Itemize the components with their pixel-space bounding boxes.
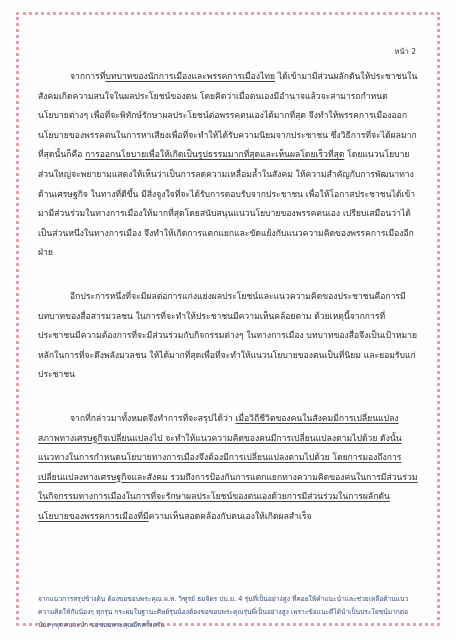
paragraph-2 bbox=[38, 288, 418, 386]
paragraph-2-text: อีกประการหนึ่งที่จะมีผลต่อการแก่งแย่งผลประโยชน์และแนวความคิดของประชาชนคือการมีบทบาทของสื่อสารมวลชน ในการที่จะทำให้ประชาชนมีความเห็นคล้อยตาม ด้วยเหตุนี้จากการที่ประชาชนมีความต้องการที่จะมีส่วนร่วมกับกิจกรรมต่างๆ ในทางการเมือง บทบาทของสื่อจึงเป็นเป้าหมายหลักในการที่จะดึงพลังมวลชน ให้ได้มากที่สุดเพื่อที่จะทำให้แนวนโยบายของตนเป็นที่นิยม และยอมรับแก่ประชาชน bbox=[38, 291, 418, 381]
paragraph-1-tail: โดยแนวนโยบายส่วนใหญ่จะพยายามแสดงให้เห็นว่าเป็นการลดความเหลื่อมล้ำในสังคม ให้ความสำคัญกับการพัฒนาทางด้านเศรษฐกิจ ในทางที่ดีขึ้น มีสิ่งจูงใจที่จะได้รับการตอบรับจากประชาชน เพื่อให้โอกาสประชาชนได้เข้ามามีส่วนร่วมในทางการเมืองให้มากที่สุดโดยสนับสนุนแนวนโยบายของพรรคตนเอง เปรียบเสมือนว่าได้เป็นส่วนหนึ่งในทางการเมือง จึงทำให้เกิดการแตกแยกและขัดแย้งกับแนวความคิดของพรรคการเมืองอีกฝ่าย bbox=[38, 150, 416, 259]
paragraph-1-underlined-2: การออกนโยบายเพื่อให้เกิดเป็นรูปธรรมมากที่สุดและเห็นผลโดยเร็วที่สุด bbox=[85, 150, 345, 161]
paragraph-3 bbox=[38, 410, 418, 528]
body-text bbox=[38, 68, 418, 527]
paragraph-3-tail: ความเห็นสอดคล้องกับตนเองให้เกิดผลสำเร็จ bbox=[148, 511, 312, 522]
paragraph-1-middle: ได้เข้ามามีส่วนผลักดันให้ประชาชนในสังคมเกิดความสนใจในผลประโยชน์ของตน โดยคิดว่าเมื่อตนเองมีอำนาจแล้วจะสามารถกำหนดนโยบายต่างๆ เพื่อที่จะพิทักษ์รักษาผลประโยชน์ต่อพรรคตนเองได้มากที่สุด จึงทำให้พรรคการเมืองออกนโยบายของพรรคตนในการหาเสียงเพื่อที่จะทำให้ได้รับความนิยมจากประชาชน ซึ่งวิธีการที่จะได้ผลมากที่สุดนั้นก็คือ bbox=[38, 72, 418, 161]
paragraph-3-underlined: เมื่อวิถีชีวิตของคนในสังคมมีการเปลี่ยนแปลง สภาพทางเศรษฐกิจเปลี่ยนแปลงไป จะทำให้แนวความคิดของคนมีการเปลี่ยนแปลงตามไปด้วย ดังนั้น แนวทางในการกำหนดนโยบายทางการเมืองจึงต้องมีการเปลี่ยนแปลงตามไปด้วย โดยการมองถึงการเปลี่ยนแปลงทางเศรษฐกิจและสังคม รวมถึงการป้องกันการแตกแยกทางความคิดของคนในการมีส่วนร่วมในกิจกรรมทางการเมืองในการที่จะรักษาผลประโยชน์ของตนเองด้วยการมีส่วนร่วมในการผลักดันนโยบายของพรรคการเมืองที่มี bbox=[38, 413, 418, 522]
paragraph-1 bbox=[38, 68, 418, 264]
paragraph-1-underlined-1: บทบาทของนักการเมืองและพรรคการเมืองไทย bbox=[105, 72, 276, 82]
page-number: หน้า 2 bbox=[394, 47, 416, 56]
paragraph-1-lead: จากการที่ bbox=[70, 72, 106, 82]
paragraph-3-lead: จากที่กล่าวมาทั้งหมดจึงทำการที่จะสรุปได้ว่า bbox=[70, 413, 236, 424]
footer-note: จากแนวการสรุปข้างต้น ต้องขอขอบพระคุณ ผ.ท. วิฑูรย์ ธมจิตร ปบ.ม. 4 รุ่นที่เป็นอย่างสูง ที่คอยให้คำแนะนำและช่วยเหลือด้านแนวความคิดให้กับน้องๆ ทุกรุ่น กระผมในฐานะศิษย์รุ่นน้องต้องขอขอบพระคุณรุ่นพี่เป็นอย่างสูง เพราะข้อแนะดีได้นำเป็นประโยชน์มากต่อน้องๆ ทุกคนจะนำ ขอขอบพระคุณอีกครั้งครับ bbox=[38, 595, 409, 629]
